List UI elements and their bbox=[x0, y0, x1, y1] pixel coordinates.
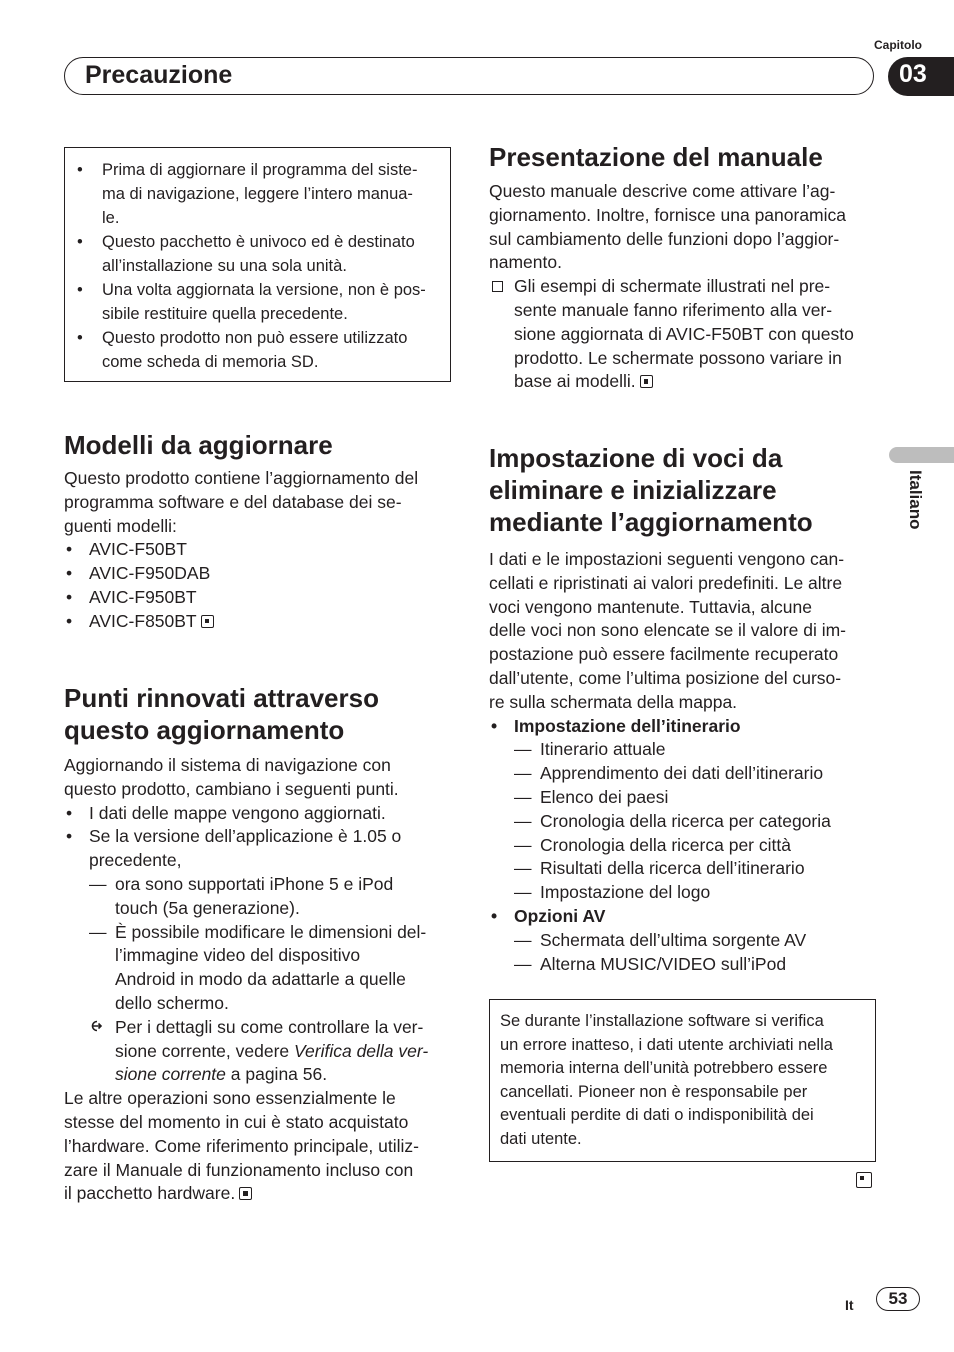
dash-list-item: — Alterna MUSIC/VIDEO sull’iPod bbox=[514, 953, 787, 974]
note-box bbox=[489, 999, 876, 1162]
punti-bullet: • Se la versione dell’applicazione è 1.05 o precedente, bbox=[64, 825, 454, 873]
punti-outro: Le altre operazioni sono essenzialmente le stesse del momento in cui è stato acquistato l’hardware. Come riferimento principale, utiliz- zare il Manuale di funzionamento incluso con il pacchetto hardware. bbox=[64, 1088, 419, 1204]
dash-list-item: — Impostazione del logo bbox=[514, 882, 711, 903]
warning-box bbox=[64, 147, 451, 382]
section-title: Precauzione bbox=[85, 61, 233, 89]
punti-bullet: • I dati delle mappe vengono aggiornati. bbox=[64, 802, 454, 826]
impostazione-heading: Impostazione di voci da eliminare e inizializzare mediante l’aggiornamento bbox=[489, 443, 813, 537]
dash-list-item: — Itinerario attuale bbox=[514, 739, 666, 760]
presentazione-section bbox=[489, 141, 879, 394]
group1-list bbox=[489, 738, 879, 905]
presentazione-heading: Presentazione del manuale bbox=[489, 142, 823, 172]
end-mark-icon bbox=[201, 615, 214, 628]
punti-heading: Punti rinnovati attraverso questo aggiornamento bbox=[64, 683, 379, 745]
group-heading: • Opzioni AV bbox=[489, 905, 879, 929]
arrow-right-icon bbox=[90, 1016, 104, 1040]
note-text: Se durante l’installazione software si verifica un errore inatteso, i dati utente archiviati nella memoria interna dell’unità potrebbero essere cancellati. Pioneer non è responsabile per eventuali perdite di dati o indisponibilità dei dati utente. bbox=[500, 1012, 833, 1148]
page-number: 53 bbox=[876, 1287, 920, 1311]
end-mark-icon bbox=[640, 375, 653, 388]
modelli-intro: Questo prodotto contiene l’aggiornamento del programma software e del database dei se- guenti modelli: bbox=[64, 468, 419, 536]
dash-list-item: — Cronologia della ricerca per categoria bbox=[514, 810, 831, 831]
chapter-number: 03 bbox=[899, 60, 927, 88]
cross-reference-link[interactable]: Verifica della ver- sione corrente bbox=[115, 1040, 429, 1085]
footer-language-code: It bbox=[845, 1297, 854, 1313]
model-item: • AVIC-F50BT bbox=[64, 538, 454, 562]
dash-list-item: — Elenco dei paesi bbox=[514, 786, 669, 807]
language-tab bbox=[889, 447, 954, 463]
end-mark-block bbox=[856, 1172, 872, 1192]
dash-list-item: — Apprendimento dei dati dell’itinerario bbox=[514, 763, 824, 784]
dash-list-item: — Cronologia della ricerca per città bbox=[514, 834, 791, 855]
group-heading: • Impostazione dell’itinerario bbox=[489, 715, 879, 739]
end-mark-icon bbox=[239, 1187, 252, 1200]
impostazione-section bbox=[489, 442, 879, 976]
presentazione-intro: Questo manuale descrive come attivare l’ag- giornamento. Inoltre, fornisce una panoramica sul cambiamento delle funzioni dopo l’aggior- namento. bbox=[489, 181, 847, 273]
chapter-label: Capitolo bbox=[874, 38, 922, 52]
checkbox-bullet-icon bbox=[492, 281, 503, 292]
dash-list-item: — Schermata dell’ultima sorgente AV bbox=[514, 929, 807, 950]
model-item: • AVIC-F850BT bbox=[64, 610, 454, 634]
punti-section bbox=[64, 682, 454, 1206]
modelli-heading: Modelli da aggiornare bbox=[64, 430, 333, 460]
punti-intro: Aggiornando il sistema di navigazione con questo prodotto, cambiano i seguenti punti. bbox=[64, 755, 399, 799]
punti-dash-item: — È possibile modificare le dimensioni del- l’immagine video del dispositivo Android in modo da adattarle a quelle dello schermo. bbox=[89, 921, 427, 1013]
modelli-section bbox=[64, 429, 454, 634]
dash-list-item: — Risultati della ricerca dell’itinerario bbox=[514, 858, 805, 879]
cross-reference: Per i dettagli su come controllare la ver- sione corrente, vedere Verifica della ver- sione corrente a pagina 56. bbox=[64, 1016, 454, 1087]
impostazione-intro: I dati e le impostazioni seguenti vengono can- cellati e ripristinati ai valori predefiniti. Le altre voci vengono mantenute. Tuttavia, alcune delle voci non sono elencate se il valore di im- postazione può essere facilmente recuperato dall’utente, come l’ultima posizione del curso- re sulla schermata della mappa. bbox=[489, 549, 846, 712]
model-item: • AVIC-F950DAB bbox=[64, 562, 454, 586]
presentazione-note: Gli esempi di schermate illustrati nel pre- sente manuale fanno riferimento alla ver- sione aggiornata di AVIC-F50BT con questo prodotto. Le schermate possono variare in base ai modelli. bbox=[489, 275, 879, 394]
warning-item: • Questo prodotto non può essere utilizzato come scheda di memoria SD. bbox=[77, 326, 438, 374]
end-mark-icon bbox=[856, 1172, 872, 1188]
warning-item: • Questo pacchetto è univoco ed è destinato all’installazione su una sola unità. bbox=[77, 230, 438, 278]
language-label: Italiano bbox=[906, 470, 925, 530]
model-item: • AVIC-F950BT bbox=[64, 586, 454, 610]
warning-item: • Una volta aggiornata la versione, non è pos- sibile restituire quella precedente. bbox=[77, 278, 438, 326]
punti-dash-item: — ora sono supportati iPhone 5 e iPod touch (5a generazione). bbox=[89, 873, 394, 918]
warning-item: • Prima di aggiornare il programma del siste- ma di navigazione, leggere l’intero manua- le. bbox=[77, 158, 438, 230]
group2-list bbox=[489, 929, 879, 977]
